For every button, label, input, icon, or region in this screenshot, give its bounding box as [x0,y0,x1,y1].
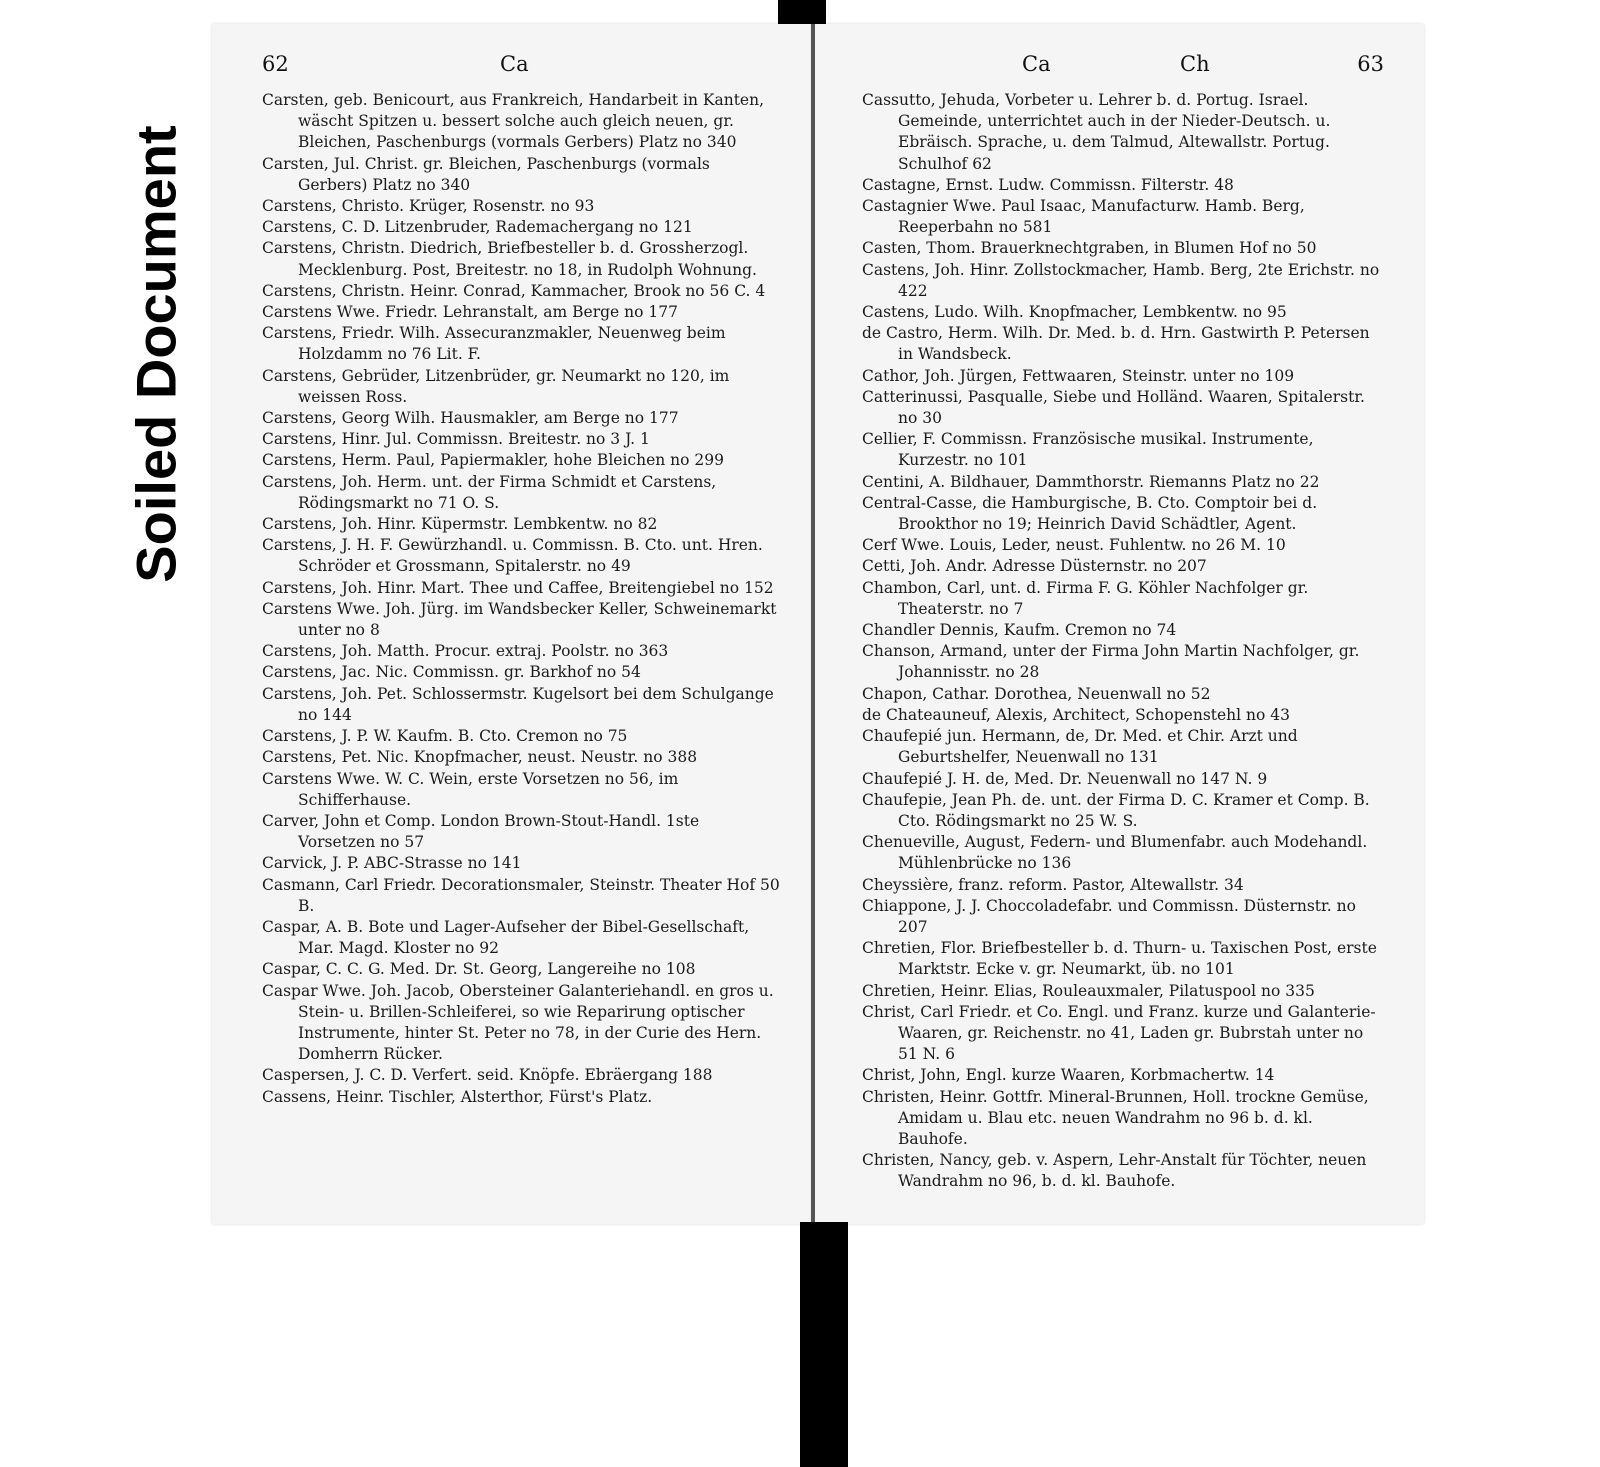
directory-entry: Chambon, Carl, unt. d. Firma F. G. Köhler Nachfolger gr. Theaterstr. no 7 [862,578,1309,618]
directory-entry: Carstens Wwe. Friedr. Lehranstalt, am Berge no 177 [262,303,678,322]
running-head-left: Ca [500,52,529,76]
directory-entry: Carstens, Herm. Paul, Papiermakler, hohe Bleichen no 299 [262,451,724,470]
directory-entry: Carstens, Joh. Hinr. Küpermstr. Lembkentw. no 82 [262,515,658,534]
directory-entry: Central-Casse, die Hamburgische, B. Cto. Comptoir bei d. Brookthor no 19; Heinrich David Schädtler, Agent. [862,493,1318,534]
directory-entry: Carstens, Joh. Hinr. Mart. Thee und Caffee, Breitengiebel no 152 [262,578,774,597]
directory-entry: Carsten, Jul. Christ. gr. Bleichen, Paschenburgs (vormals Gerbers) Platz no 340 [262,154,710,194]
directory-entry: Catterinussi, Pasqualle, Siebe und Holländ. Waaren, Spitalerstr. no 30 [862,387,1365,428]
stamp-text: Soiled Document [124,125,188,583]
directory-entry: Carstens, Christn. Diedrich, Briefbesteller b. d. Grossherzogl. Mecklenburg. Post, Breitestr. no 18, in Rudolph Wohnung. [262,239,757,279]
left-entry-list [262,90,780,1108]
directory-entry: Carstens, Christo. Krüger, Rosenstr. no 93 [262,197,595,216]
directory-entry: Christ, Carl Friedr. et Co. Engl. und Franz. kurze und Galanterie-Waaren, gr. Reichenstr. no 41, Laden gr. Bubrstah unter no 51 N. 6 [862,1002,1376,1064]
book-spine [811,24,815,1224]
directory-entry: Carsten, geb. Benicourt, aus Frankreich, Handarbeit in Kanten, wäscht Spitzen u. bessert solche auch gleich neuen, gr. Bleichen, Paschenburgs (vormals Gerbers) Platz no 340 [262,91,765,152]
directory-entry: Christ, John, Engl. kurze Waaren, Korbmachertw. 14 [862,1066,1275,1085]
page-number-left: 62 [262,52,289,76]
directory-entry: Chaufepie, Jean Ph. de. unt. der Firma D. C. Kramer et Comp. B. Cto. Rödingsmarkt no 25 W. S. [862,790,1370,830]
directory-entry: Caspar, A. B. Bote und Lager-Aufseher der Bibel-Gesellschaft, Mar. Magd. Kloster no 92 [262,917,750,958]
gutter-bar-bottom [800,1222,848,1467]
page-number-right: 63 [1357,52,1384,76]
directory-entry: Carstens, Christn. Heinr. Conrad, Kammacher, Brook no 56 C. 4 [262,281,766,300]
directory-entry: Chenueville, August, Federn- und Blumenfabr. auch Modehandl. Mühlenbrücke no 136 [862,833,1368,873]
directory-entry: Chapon, Cathar. Dorothea, Neuenwall no 52 [862,684,1211,703]
directory-entry: Christen, Heinr. Gottfr. Mineral-Brunnen, Holl. trockne Gemüse, Amidam u. Blau etc. neuen Wandrahm no 96 b. d. kl. Bauhofe. [862,1087,1369,1148]
directory-entry: Carstens, Jac. Nic. Commissn. gr. Barkhof no 54 [262,663,641,682]
directory-entry: Castagnier Wwe. Paul Isaac, Manufacturw. Hamb. Berg, Reeperbahn no 581 [862,197,1305,237]
directory-entry: Carstens, Georg Wilh. Hausmakler, am Berge no 177 [262,409,679,428]
directory-entry: Castens, Joh. Hinr. Zollstockmacher, Hamb. Berg, 2te Erichstr. no 422 [862,260,1380,300]
directory-entry: Carstens, J. H. F. Gewürzhandl. u. Commissn. B. Cto. unt. Hren. Schröder et Grossmann, Spitalerstr. no 49 [262,536,763,576]
directory-entry: Chiappone, J. J. Choccoladefabr. und Commissn. Düsternstr. no 207 [862,896,1356,936]
directory-entry: Carstens, Joh. Herm. unt. der Firma Schmidt et Carstens, Rödingsmarkt no 71 O. S. [262,472,717,512]
left-page-header [262,52,780,82]
directory-entry: Cassens, Heinr. Tischler, Alsterthor, Fürst's Platz. [262,1087,653,1106]
left-page [212,24,812,1224]
directory-entry: Chaufepié jun. Hermann, de, Dr. Med. et Chir. Arzt und Geburtshelfer, Neuenwall no 131 [862,727,1298,767]
directory-entry: Carstens, Gebrüder, Litzenbrüder, gr. Neumarkt no 120, im weissen Ross. [262,366,730,406]
soiled-document-stamp [126,104,186,604]
directory-entry: Carstens, Hinr. Jul. Commissn. Breitestr. no 3 J. 1 [262,430,650,449]
directory-entry: Carstens Wwe. W. C. Wein, erste Vorsetzen no 56, im Schifferhause. [262,769,679,809]
directory-entry: de Chateauneuf, Alexis, Architect, Schopenstehl no 43 [862,705,1291,724]
directory-entry: Carstens, Pet. Nic. Knopfmacher, neust. Neustr. no 388 [262,748,698,767]
directory-entry: Castens, Ludo. Wilh. Knopfmacher, Lembkentw. no 95 [862,303,1287,322]
right-page [812,24,1424,1224]
directory-entry: Carstens, Friedr. Wilh. Assecuranzmakler, Neuenweg beim Holzdamm no 76 Lit. F. [262,324,726,364]
directory-entry: Christen, Nancy, geb. v. Aspern, Lehr-Anstalt für Töchter, neuen Wandrahm no 96, b. d. kl. Bauhofe. [862,1151,1367,1191]
directory-entry: Carstens, C. D. Litzenbruder, Rademachergang no 121 [262,218,693,237]
directory-entry: Carstens Wwe. Joh. Jürg. im Wandsbecker Keller, Schweinemarkt unter no 8 [262,599,777,640]
running-head-right-1: Ca [1022,52,1051,76]
directory-entry: Chretien, Flor. Briefbesteller b. d. Thurn- u. Taxischen Post, erste Marktstr. Ecke v. gr. Neumarkt, üb. no 101 [862,939,1377,979]
directory-entry: Chandler Dennis, Kaufm. Cremon no 74 [862,621,1177,640]
directory-entry: Centini, A. Bildhauer, Dammthorstr. Riemanns Platz no 22 [862,472,1320,491]
running-head-right-2: Ch [1180,52,1210,76]
right-page-header [862,52,1384,82]
directory-entry: Castagne, Ernst. Ludw. Commissn. Filterstr. 48 [862,175,1234,194]
right-entry-list [862,90,1384,1193]
directory-entry: Casten, Thom. Brauerknechtgraben, in Blumen Hof no 50 [862,239,1317,258]
directory-entry: Carstens, Joh. Pet. Schlossermstr. Kugelsort bei dem Schulgange no 144 [262,684,774,724]
directory-entry: Cetti, Joh. Andr. Adresse Düsternstr. no 207 [862,557,1207,576]
directory-entry: Carver, John et Comp. London Brown-Stout-Handl. 1ste Vorsetzen no 57 [262,811,700,852]
directory-entry: Cerf Wwe. Louis, Leder, neust. Fuhlentw. no 26 M. 10 [862,536,1286,555]
directory-entry: Cassutto, Jehuda, Vorbeter u. Lehrer b. d. Portug. Israel. Gemeinde, unterrichtet auch in der Nieder-Deutsch. u. Ebräisch. Sprache, u. dem Talmud, Altewallstr. Portug. Schulhof 62 [862,91,1331,173]
directory-entry: Carstens, Joh. Matth. Procur. extraj. Poolstr. no 363 [262,642,669,661]
directory-entry: Carstens, J. P. W. Kaufm. B. Cto. Cremon no 75 [262,727,628,746]
directory-entry: Cheyssière, franz. reform. Pastor, Altewallstr. 34 [862,875,1244,894]
directory-entry: Caspar, C. C. G. Med. Dr. St. Georg, Langereihe no 108 [262,960,696,979]
directory-entry: Cathor, Joh. Jürgen, Fettwaaren, Steinstr. unter no 109 [862,366,1295,385]
directory-entry: Chaufepié J. H. de, Med. Dr. Neuenwall no 147 N. 9 [862,769,1268,788]
directory-entry: de Castro, Herm. Wilh. Dr. Med. b. d. Hrn. Gastwirth P. Petersen in Wandsbeck. [862,324,1370,364]
directory-entry: Cellier, F. Commissn. Französische musikal. Instrumente, Kurzestr. no 101 [862,430,1314,470]
directory-entry: Caspar Wwe. Joh. Jacob, Obersteiner Galanteriehandl. en gros u. Stein- u. Brillen-Schleiferei, so wie Reparirung optischer Instrumente, hinter St. Peter no 78, in der Curie des Hern. Domherrn Rücker. [262,981,774,1064]
directory-entry: Carvick, J. P. ABC-Strasse no 141 [262,854,522,873]
directory-entry: Chretien, Heinr. Elias, Rouleauxmaler, Pilatuspool no 335 [862,981,1315,1000]
directory-entry: Casmann, Carl Friedr. Decorationsmaler, Steinstr. Theater Hof 50 B. [262,875,780,915]
directory-entry: Chanson, Armand, unter der Firma John Martin Nachfolger, gr. Johannisstr. no 28 [862,642,1360,682]
directory-entry: Caspersen, J. C. D. Verfert. seid. Knöpfe. Ebräergang 188 [262,1066,713,1085]
